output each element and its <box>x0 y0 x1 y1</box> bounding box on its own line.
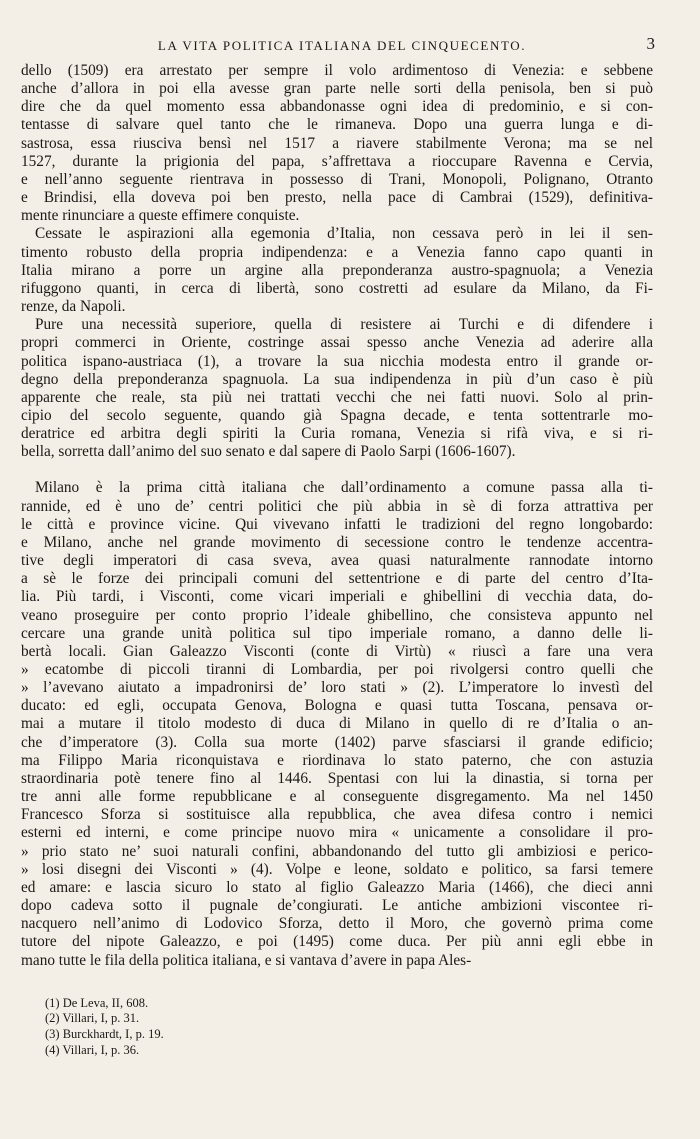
text-line: 1527, durante la prigionia del papa, s’affrettava a rioccupare Ravenna e Cervia, <box>21 152 653 170</box>
text-line: rannide, ed è uno de’ centri politici che più abbia in sè di forza attrattiva per <box>21 497 653 515</box>
text-line: mai a mutare il titolo modesto di duca di Milano in quello di re d’Italia o an- <box>21 715 653 733</box>
text-line: e Milano, anche nel grande movimento di secessione contro le tendenze accentra- <box>21 533 653 551</box>
footnote: (1) De Leva, II, 608. <box>45 995 149 1010</box>
text-line: Francesco Sforza si sostituisce alla repubblica, che avea difesa contro i nemici <box>21 806 653 824</box>
text-line: mente rinunciare a queste effimere conquiste. <box>21 207 300 225</box>
text-line: dopo cadeva sotto il pugnale de’congiurati. Le antiche ambizioni viscontee ri- <box>21 897 653 915</box>
text-line: Milano è la prima città italiana che dall’ordinamento a comune passa alla ti- <box>35 479 653 497</box>
text-line: e nell’anno seguente rientrava in possesso di Trani, Monopoli, Polignano, Otranto <box>21 170 653 188</box>
text-line: a sè le forze dei principali comuni del settentrione e di parte del centro d’Ita- <box>21 570 653 588</box>
text-line: dire che da quel momento essa abbandonasse ogni idea di predominio, e si con- <box>21 98 653 116</box>
paragraph <box>21 62 653 225</box>
running-title: LA VITA POLITICA ITALIANA DEL CINQUECENTO. <box>157 38 527 53</box>
paragraph <box>21 225 653 316</box>
text-line: nacquero nell’animo di Lodovico Sforza, detto il Moro, che governò prima come <box>21 915 653 933</box>
footnote: (3) Burckhardt, I, p. 19. <box>45 1027 164 1042</box>
text-line: apparente che reale, sta più nei trattati vecchi che nei fatti nuovi. Solo al prin- <box>21 388 653 406</box>
text-line: sastrosa, essa riusciva bensì nel 1517 a riavere stabilmente Verona; ma se nel <box>21 134 653 152</box>
body-text <box>21 62 653 970</box>
text-line: ma Filippo Maria riconquistava e riordinava lo stato paterno, che con astuzia <box>21 751 653 769</box>
text-line: esterni ed interni, e come principe nuovo mira « unicamente a consolidare il pro- <box>21 824 653 842</box>
text-line: che d’imperatore (3). Colla sua morte (1402) parve sfasciarsi il grande edificio; <box>21 733 653 751</box>
paragraph-gap <box>21 461 653 479</box>
paragraph <box>21 479 653 969</box>
text-line: ed amare: e lascia sicuro lo stato al figlio Galeazzo Maria (1466), che dieci anni <box>21 878 653 896</box>
text-line: lia. Più tardi, i Visconti, come vicari imperiali e ghibellini di vecchia data, do- <box>21 588 653 606</box>
text-line: rifuggono quanti, in cerca di libertà, sono costretti ad esulare da Milano, da Fi- <box>21 279 653 297</box>
footnote: (2) Villari, I, p. 31. <box>45 1011 140 1026</box>
text-line: deratrice ed arbitra degli spiriti la Curia romana, Venezia si rifà viva, e si ri- <box>21 425 653 443</box>
text-line: bella, sorretta dall’animo del suo senato e dal sapere di Paolo Sarpi (1606-1607). <box>21 443 516 461</box>
page-number: 3 <box>646 34 655 53</box>
text-line: e Brindisi, ella doveva poi ben presto, nella pace di Cambrai (1529), definitiva- <box>21 189 653 207</box>
text-line: tutore del nipote Galeazzo, e poi (1495) come duca. Per più anni egli ebbe in <box>21 933 653 951</box>
footnote: (4) Villari, I, p. 36. <box>45 1043 140 1058</box>
text-line: renze, da Napoli. <box>21 298 126 316</box>
text-line: cipio del secolo seguente, quando già Spagna decade, e tenta sottentrarle mo- <box>21 406 653 424</box>
text-line: » losi disegni dei Visconti » (4). Volpe e leone, soldato e politico, sa farsi temere <box>21 860 653 878</box>
footnotes <box>21 996 653 1059</box>
text-line: le città e province vicine. Qui vivevano infatti le tradizioni del regno longobardo: <box>21 515 653 533</box>
text-line: anche d’allora in poi ella avesse gran parte nelle sorti della penisola, ben si può <box>21 80 653 98</box>
text-line: politica ispano-austriaca (1), a trovare la sua nicchia modesta entro il grande or- <box>21 352 653 370</box>
text-line: propri commerci in Oriente, costringe assai spesso anche Venezia ad aderire alla <box>21 334 653 352</box>
text-line: ducato: ed egli, occupata Genova, Bologna e quasi tutta Toscana, pensava or- <box>21 697 653 715</box>
text-line: straordinaria potè tenere fino al 1446. Spentasi con lui la dinastia, si torna per <box>21 769 653 787</box>
text-line: mano tutte le fila della politica italiana, e si vantava d’avere in papa Ales- <box>21 951 472 969</box>
text-line: bertà locali. Gian Galeazzo Visconti (conte di Virtù) « riuscì a fare una vera <box>21 642 653 660</box>
text-line: tentasse di salvare quel tanto che le rimaneva. Dopo una guerra lunga e di- <box>21 116 653 134</box>
text-line: degno della preponderanza spagnuola. La sua indipendenza in più d’un caso è più <box>21 370 653 388</box>
text-line: timento robusto della propria indipendenza: e a Venezia fanno capo quanti in <box>21 243 653 261</box>
text-line: » l’avevano aiutato a impadronirsi de’ loro stati » (2). L’imperatore lo investì del <box>21 679 653 697</box>
text-line: » prio stato ne’ suoi naturali confini, abbandonando del tutto gli ambiziosi e perico- <box>21 842 653 860</box>
text-line: Cessate le aspirazioni alla egemonia d’Italia, non cessava però in lei il sen- <box>35 225 653 243</box>
text-line: tive degli imperatori di casa sveva, avea quasi naturalmente rannodate intorno <box>21 552 653 570</box>
text-line: Italia mirano a porre un argine alla preponderanza austro-spagnuola; a Venezia <box>21 261 653 279</box>
text-line: Pure una necessità superiore, quella di resistere ai Turchi e di difendere i <box>35 316 653 334</box>
text-line: dello (1509) era arrestato per sempre il volo ardimentoso di Venezia: e sebbene <box>21 62 653 79</box>
text-line: tre anni alle forme repubblicane e al conseguente disgregamento. Ma nel 1450 <box>21 788 653 806</box>
text-line: cercare una grande unità politica sul tipo imperiale romano, a danno delle li- <box>21 624 653 642</box>
text-line: veano proseguire per conto proprio l’ideale ghibellino, che consisteva appunto nel <box>21 606 653 624</box>
text-line: » ecatombe di piccoli tiranni di Lombardia, per poi rivolgersi contro quelli che <box>21 661 653 678</box>
running-head <box>21 34 655 62</box>
paragraph <box>21 316 653 461</box>
